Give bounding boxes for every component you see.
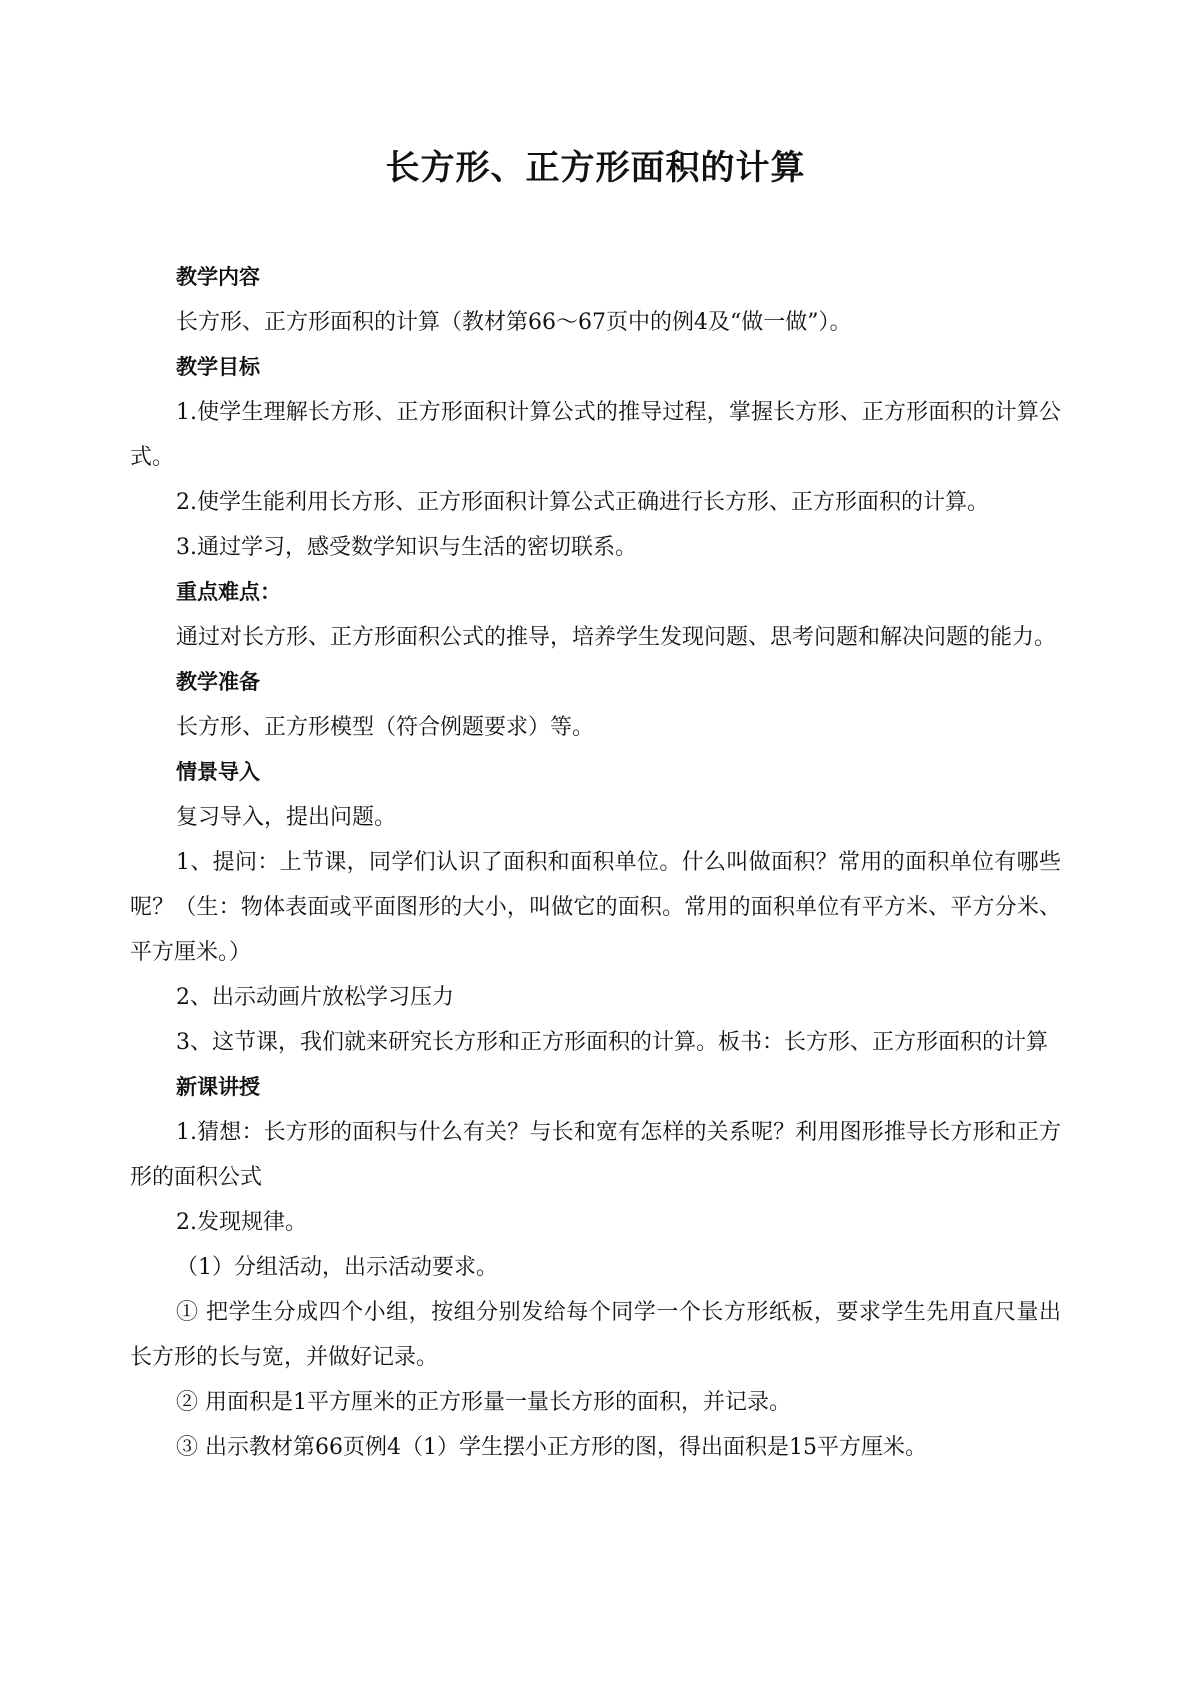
body-paragraph: 2.发现规律。 xyxy=(176,1210,307,1235)
document-body xyxy=(130,255,1061,1470)
section-heading: 教学准备 xyxy=(176,670,260,694)
body-paragraph: 3、这节课，我们就来研究长方形和正方形面积的计算。板书：长方形、正方形面积的计算 xyxy=(176,1030,1049,1055)
section-heading: 教学目标 xyxy=(176,355,260,379)
section-heading: 新课讲授 xyxy=(176,1075,260,1099)
body-paragraph: 长方形、正方形面积的计算（教材第66～67页中的例4及“做一做”）。 xyxy=(176,310,852,335)
body-paragraph: ① 把学生分成四个小组，按组分别发给每个同学一个长方形纸板，要求学生先用直尺量出长方形的长与宽，并做好记录。 xyxy=(130,1300,1061,1370)
body-paragraph: 复习导入，提出问题。 xyxy=(176,805,397,830)
body-paragraph: ③ 出示教材第66页例4（1）学生摆小正方形的图，得出面积是15平方厘米。 xyxy=(176,1435,927,1460)
body-paragraph: 2、出示动画片放松学习压力 xyxy=(176,985,454,1010)
document-title: 长方形、正方形面积的计算 xyxy=(385,148,806,188)
body-paragraph: 1、提问：上节课，同学们认识了面积和面积单位。什么叫做面积？常用的面积单位有哪些呢？（生：物体表面或平面图形的大小，叫做它的面积。常用的面积单位有平方米、平方分米、平方厘米。） xyxy=(130,850,1061,965)
body-paragraph: 长方形、正方形模型（符合例题要求）等。 xyxy=(176,715,595,740)
body-paragraph: 3.通过学习，感受数学知识与生活的密切联系。 xyxy=(176,535,637,560)
section-heading: 重点难点： xyxy=(176,580,281,604)
body-paragraph: 2.使学生能利用长方形、正方形面积计算公式正确进行长方形、正方形面积的计算。 xyxy=(176,490,989,515)
body-paragraph: 1.猜想：长方形的面积与什么有关？与长和宽有怎样的关系呢？利用图形推导长方形和正方形的面积公式 xyxy=(130,1120,1061,1190)
body-paragraph: 通过对长方形、正方形面积公式的推导，培养学生发现问题、思考问题和解决问题的能力。 xyxy=(176,625,1057,650)
body-paragraph: 1.使学生理解长方形、正方形面积计算公式的推导过程，掌握长方形、正方形面积的计算公式。 xyxy=(130,400,1061,470)
body-paragraph: ② 用面积是1平方厘米的正方形量一量长方形的面积，并记录。 xyxy=(176,1390,791,1415)
section-heading: 教学内容 xyxy=(176,265,260,289)
section-heading: 情景导入 xyxy=(176,760,260,784)
body-paragraph: （1）分组活动，出示活动要求。 xyxy=(176,1255,498,1280)
